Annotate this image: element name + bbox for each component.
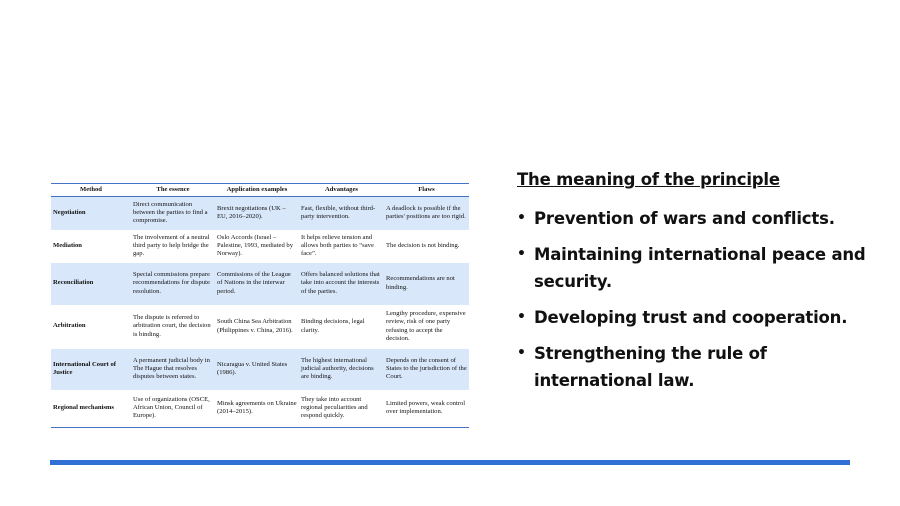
cell-method: Arbitration [51, 305, 131, 349]
cell-essence: The involvement of a neutral third party to help bridge the gap. [131, 230, 215, 263]
bullet-icon: • [517, 309, 526, 325]
table-header-row [51, 184, 469, 197]
list-item [517, 304, 867, 331]
header-examples: Application examples [215, 184, 299, 197]
bottom-accent-bar [50, 460, 850, 465]
cell-advantages: The highest international judicial authority, decisions are binding. [299, 349, 384, 390]
cell-flaws: A deadlock is possible if the parties' positions are too rigid. [384, 197, 469, 230]
table-row [51, 390, 469, 428]
cell-method: Mediation [51, 230, 131, 263]
cell-advantages: It helps relieve tension and allows both parties to “save face”. [299, 230, 384, 263]
bullet-icon: • [517, 246, 526, 262]
header-advantages: Advantages [299, 184, 384, 197]
list-item-text: Strengthening the rule of international law. [534, 344, 767, 390]
cell-method: Regional mechanisms [51, 390, 131, 428]
cell-essence: A permanent judicial body in The Hague that resolves disputes between states. [131, 349, 215, 390]
list-item-text: Prevention of wars and conflicts. [534, 209, 835, 228]
cell-essence: Direct communication between the parties to find a compromise. [131, 197, 215, 230]
header-flaws: Flaws [384, 184, 469, 197]
table-row [51, 263, 469, 305]
cell-advantages: Offers balanced solutions that take into account the interests of the parties. [299, 263, 384, 305]
list-item [517, 340, 867, 394]
cell-essence: Use of organizations (OSCE, African Union, Council of Europe). [131, 390, 215, 428]
dispute-methods-table [51, 183, 469, 428]
cell-advantages: They take into account regional peculiarities and respond quickly. [299, 390, 384, 428]
cell-method: Reconciliation [51, 263, 131, 305]
cell-method: International Court of Justice [51, 349, 131, 390]
list-item-text: Developing trust and cooperation. [534, 308, 848, 327]
cell-flaws: The decision is not binding. [384, 230, 469, 263]
cell-flaws: Limited powers, weak control over implementation. [384, 390, 469, 428]
table-row [51, 197, 469, 230]
header-method: Method [51, 184, 131, 197]
table-row [51, 305, 469, 349]
cell-flaws: Depends on the consent of States to the jurisdiction of the Court. [384, 349, 469, 390]
cell-advantages: Binding decisions, legal clarity. [299, 305, 384, 349]
cell-flaws: Recommendations are not binding. [384, 263, 469, 305]
cell-examples: Commissions of the League of Nations in the interwar period. [215, 263, 299, 305]
principle-bullet-list [517, 205, 867, 403]
list-item-text: Maintaining international peace and security. [534, 245, 866, 291]
cell-advantages: Fast, flexible, without third-party intervention. [299, 197, 384, 230]
table-row [51, 349, 469, 390]
cell-essence: Special commissions prepare recommendations for dispute resolution. [131, 263, 215, 305]
principle-heading: The meaning of the principle [517, 170, 780, 189]
cell-examples: Brexit negotiations (UK – EU, 2016–2020). [215, 197, 299, 230]
table-row [51, 230, 469, 263]
bullet-icon: • [517, 345, 526, 361]
cell-examples: Oslo Accords (Israel – Palestine, 1993, mediated by Norway). [215, 230, 299, 263]
list-item [517, 241, 867, 295]
cell-examples: Nicaragua v. United States (1986). [215, 349, 299, 390]
list-item [517, 205, 867, 232]
header-essence: The essence [131, 184, 215, 197]
cell-flaws: Lengthy procedure, expensive review, risk of one party refusing to accept the decision. [384, 305, 469, 349]
cell-examples: South China Sea Arbitration (Philippines v. China, 2016). [215, 305, 299, 349]
bullet-icon: • [517, 210, 526, 226]
cell-examples: Minsk agreements on Ukraine (2014–2015). [215, 390, 299, 428]
cell-essence: The dispute is referred to arbitration court, the decision is binding. [131, 305, 215, 349]
cell-method: Negotiation [51, 197, 131, 230]
